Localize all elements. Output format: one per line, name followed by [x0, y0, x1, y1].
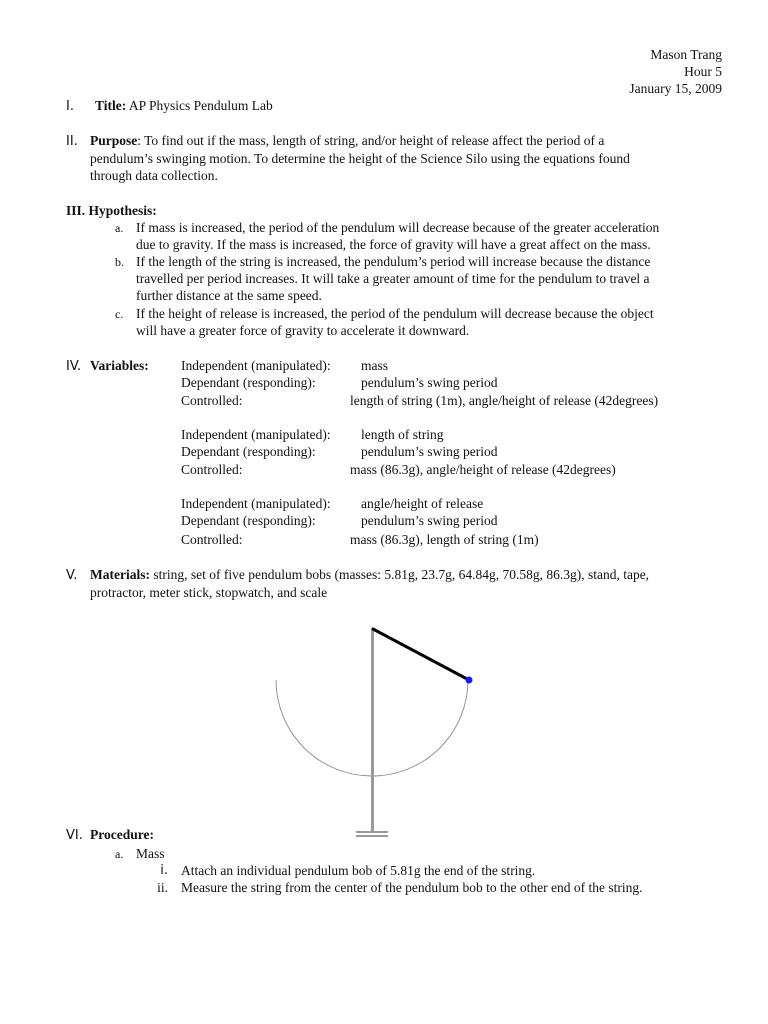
variables-3-controlled-label: Controlled:	[181, 532, 243, 547]
section-numeral-title: I.	[66, 99, 74, 114]
title-text: AP Physics Pendulum Lab	[128, 98, 273, 113]
hypothesis-a-line-1: If mass is increased, the period of the pendulum will decrease because of the greater acceleration	[136, 220, 660, 235]
purpose-line-1: Purpose: To find out if the mass, length of string, and/or height of release affect the period of a	[90, 133, 605, 148]
stand-base-lower	[356, 835, 388, 837]
materials-label: Materials:	[90, 567, 150, 582]
stand-base	[356, 831, 388, 833]
hypothesis-a-line-2: due to gravity. If the mass is increased, the force of gravity will have a great affect on the mass.	[136, 237, 651, 252]
student-name: Mason Trang	[650, 47, 722, 62]
title-label: Title:	[95, 98, 127, 113]
variables-3-independent: angle/height of release	[361, 496, 484, 511]
hypothesis-c-line-2: will have a greater force of gravity to accelerate it downward.	[136, 323, 470, 338]
class-hour: Hour 5	[684, 64, 722, 79]
variables-1-dependent-label: Dependant (responding):	[181, 375, 316, 390]
variables-3-dependent-label: Dependant (responding):	[181, 513, 316, 528]
procedure-step-2: Measure the string from the center of the pendulum bob to the other end of the string.	[181, 880, 643, 895]
variables-1-controlled: length of string (1m), angle/height of release (42degrees)	[350, 393, 659, 408]
materials-line-1: Materials: string, set of five pendulum bobs (masses: 5.81g, 23.7g, 64.84g, 70.58g, 86.3g), stand, tape,	[90, 567, 650, 582]
hypothesis-b-line-3: further distance at the same speed.	[136, 288, 322, 303]
hypothesis-marker-a: a.	[115, 221, 124, 235]
section-numeral-variables: IV.	[66, 359, 82, 374]
hypothesis-label: III. Hypothesis:	[66, 203, 157, 218]
variables-label: Variables:	[90, 358, 149, 373]
section-numeral-materials: V.	[66, 568, 78, 583]
variables-3-independent-label: Independent (manipulated):	[181, 496, 331, 511]
procedure-step-marker-ii: ii.	[157, 880, 168, 895]
variables-2-independent-label: Independent (manipulated):	[181, 427, 331, 442]
materials-line-2: protractor, meter stick, stopwatch, and scale	[90, 585, 328, 600]
variables-1-controlled-label: Controlled:	[181, 393, 243, 408]
purpose-label: Purpose	[90, 133, 138, 148]
purpose-line-3: through data collection.	[90, 168, 218, 183]
procedure-marker-a: a.	[115, 847, 124, 861]
section-numeral-procedure: VI.	[66, 828, 83, 843]
procedure-label: Procedure:	[90, 827, 154, 842]
stand-pole	[371, 629, 374, 832]
variables-3-dependent: pendulum’s swing period	[361, 513, 498, 528]
variables-1-independent-label: Independent (manipulated):	[181, 358, 331, 373]
variables-2-dependent: pendulum’s swing period	[361, 444, 498, 459]
procedure-sub-mass: Mass	[136, 846, 165, 861]
hypothesis-marker-b: b.	[115, 255, 124, 269]
pendulum-string	[373, 629, 469, 680]
variables-2-controlled-label: Controlled:	[181, 462, 243, 477]
variables-3-controlled: mass (86.3g), length of string (1m)	[350, 532, 539, 547]
report-date: January 15, 2009	[629, 81, 722, 96]
section-numeral-purpose: II.	[66, 134, 78, 149]
variables-2-controlled: mass (86.3g), angle/height of release (42degrees)	[350, 462, 616, 477]
variables-2-dependent-label: Dependant (responding):	[181, 444, 316, 459]
hypothesis-b-line-1: If the length of the string is increased, the pendulum’s period will increase because the distance	[136, 254, 651, 269]
hypothesis-marker-c: c.	[115, 307, 124, 321]
hypothesis-b-line-2: travelled per period increases. It will take a greater amount of time for the pendulum to travel a	[136, 271, 650, 286]
variables-2-independent: length of string	[361, 427, 444, 442]
variables-1-independent: mass	[361, 358, 388, 373]
variables-1-dependent: pendulum’s swing period	[361, 375, 498, 390]
procedure-step-1: Attach an individual pendulum bob of 5.81g the end of the string.	[181, 863, 536, 878]
procedure-step-marker-i: i.	[160, 863, 168, 878]
purpose-line-2: pendulum’s swinging motion. To determine the height of the Science Silo using the equations found	[90, 151, 630, 166]
hypothesis-c-line-1: If the height of release is increased, the period of the pendulum will decrease because the object	[136, 306, 654, 321]
pendulum-bob	[466, 677, 473, 684]
